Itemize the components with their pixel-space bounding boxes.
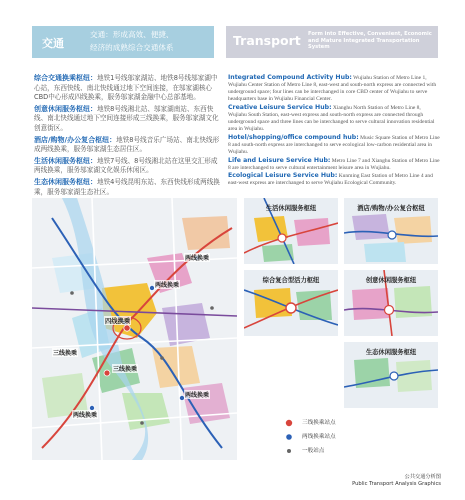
tile-title: 酒店/购物/办公复合枢纽	[357, 205, 425, 212]
cn-heading: 创意休闲服务枢纽：	[34, 104, 97, 113]
map-label-three-line: 三线换乘	[113, 366, 138, 373]
en-paragraph	[228, 172, 440, 187]
en-heading: Life and Leisure Service Hub:	[228, 156, 331, 164]
en-heading: Creative Leisure Service Hub:	[228, 103, 332, 111]
map-label-two-line: 两线换乘	[185, 392, 210, 399]
header-en-bar	[226, 26, 438, 58]
cn-heading: 生活休闲服务枢纽：	[34, 156, 97, 165]
cn-paragraph	[34, 157, 220, 176]
legend-label: 一般站点	[302, 448, 325, 454]
en-body: Xianghu North Station of Metro Line 8, Wujiahu South Station, east-west express and south-north express are connected through underground space and three lines can be interchanged to serve cultural innovation residential area in Wujiahu.	[228, 104, 435, 133]
en-paragraph	[228, 74, 440, 103]
header-en-subtitle: Form into Effective, Convenient, Economic and Mature Integrated Transportation System	[308, 31, 432, 51]
header-cn-label: 交通	[42, 37, 64, 50]
cn-body: 地铁8号线音乐广场站、南北快线形成两线换乘，服务邬家湖生态居住区。	[34, 135, 220, 154]
tile-life-leisure-hub	[244, 198, 338, 264]
tile-integrated-hub	[244, 270, 338, 336]
en-paragraph	[228, 157, 440, 172]
map-label-three-line: 三线换乘	[53, 350, 78, 357]
en-paragraph	[228, 134, 440, 156]
en-body: Metro Line 7 and Xianghu Station of Metro Line 8 are interchanged to serve cultural entertainment leisure area in Wujiahu.	[228, 157, 440, 171]
tile-title: 生态休闲服务枢纽	[365, 349, 417, 356]
cn-heading: 生态休闲服务枢纽：	[34, 177, 97, 186]
header-cn-line2: 经济的成熟综合交通体系	[90, 43, 174, 52]
caption-cn: 公共交通分析图	[404, 474, 441, 480]
legend-label: 两线换乘站点	[302, 434, 336, 440]
map-label-two-line: 两线换乘	[155, 282, 180, 289]
cn-body: 地铁4号线昆明东站、东西快线形成两线换乘，服务邬家湖生态社区。	[34, 177, 220, 196]
figure-caption	[352, 474, 441, 488]
cn-heading: 酒店/购物/办公复合枢纽：	[34, 135, 117, 144]
en-body: Music Square Station of Metro Line 8 and south-north express are interchanged to serve ecological low-carbon residential area in Wujiahu.	[228, 134, 440, 155]
caption-en: Public Transport Analysis Graphics	[352, 481, 441, 487]
chinese-text-column	[34, 74, 220, 199]
general-station-icon	[284, 446, 294, 456]
english-text-column	[228, 74, 440, 188]
transport-map	[32, 198, 237, 460]
legend-item	[284, 431, 336, 443]
cn-heading: 综合交通换乘枢纽：	[34, 74, 97, 82]
en-heading: Integrated Compound Activity Hub:	[228, 74, 352, 81]
map-label-two-line: 两线换乘	[185, 255, 210, 262]
tile-title: 创意休闲服务枢纽	[365, 277, 417, 284]
cn-body: 地铁1号线邬家湖站、地铁8号线邬家湖中心站，东西快线、南北快线通过地下空间连接，在邬家湖核心CBD中心形成四线换乘，服务邬家湖金融中心总部基地。	[34, 74, 218, 102]
three-line-station-icon	[284, 418, 294, 428]
cn-body: 地铁7号线、8号线湘北站在这里交汇形成两线换乘，服务邬家湖文化娱乐休闲区。	[34, 156, 218, 175]
header-en-label: Transport	[233, 33, 301, 48]
map-label-four-line: 四线换乘	[105, 318, 131, 325]
cn-paragraph	[34, 74, 220, 103]
en-paragraph	[228, 104, 440, 133]
tile-hotel-shopping-hub	[344, 198, 438, 264]
cn-paragraph	[34, 178, 220, 197]
legend-item	[284, 417, 336, 429]
header-cn-bar	[32, 26, 214, 58]
map-legend	[244, 414, 442, 460]
two-line-station-icon	[284, 432, 294, 442]
tile-title: 生活休闲服务枢纽	[265, 205, 317, 212]
tile-eco-leisure-hub	[344, 342, 438, 408]
legend-item	[284, 445, 324, 457]
en-heading: Hotel/shopping/office compound hub:	[228, 133, 359, 141]
cn-paragraph	[34, 136, 220, 155]
tile-creative-leisure-hub	[344, 270, 438, 336]
legend-label: 三线换乘站点	[302, 420, 336, 426]
cn-body: 地铁8号线湘北站、邬家湖南站、东西快线、南北快线通过地下空间连接形成三线换乘，服务邬家湖文化创意街区。	[34, 104, 219, 132]
en-body: Kunming East Station of Metro Line 4 and east-west express are interchanged to serve Wujiahu Ecological Community.	[228, 173, 433, 187]
en-heading: Ecological Leisure Service Hub:	[228, 172, 338, 180]
header-cn-line1: 交通：形成高效、便捷、	[90, 30, 174, 39]
cn-paragraph	[34, 105, 220, 134]
en-body: Wujiahu Station of Metro Line 1, Wujiahu Center Station of Metro Line 8, east-west and south-north express are connected with underground space; four lines can be interchanged in core CBD center of Wujiahu to serve headquarters base in Wujiahu Financial Center.	[228, 75, 437, 103]
map-graphic	[32, 198, 237, 460]
map-label-two-line: 两线换乘	[73, 412, 98, 419]
tile-title: 综合复合型活力枢纽	[262, 277, 320, 284]
